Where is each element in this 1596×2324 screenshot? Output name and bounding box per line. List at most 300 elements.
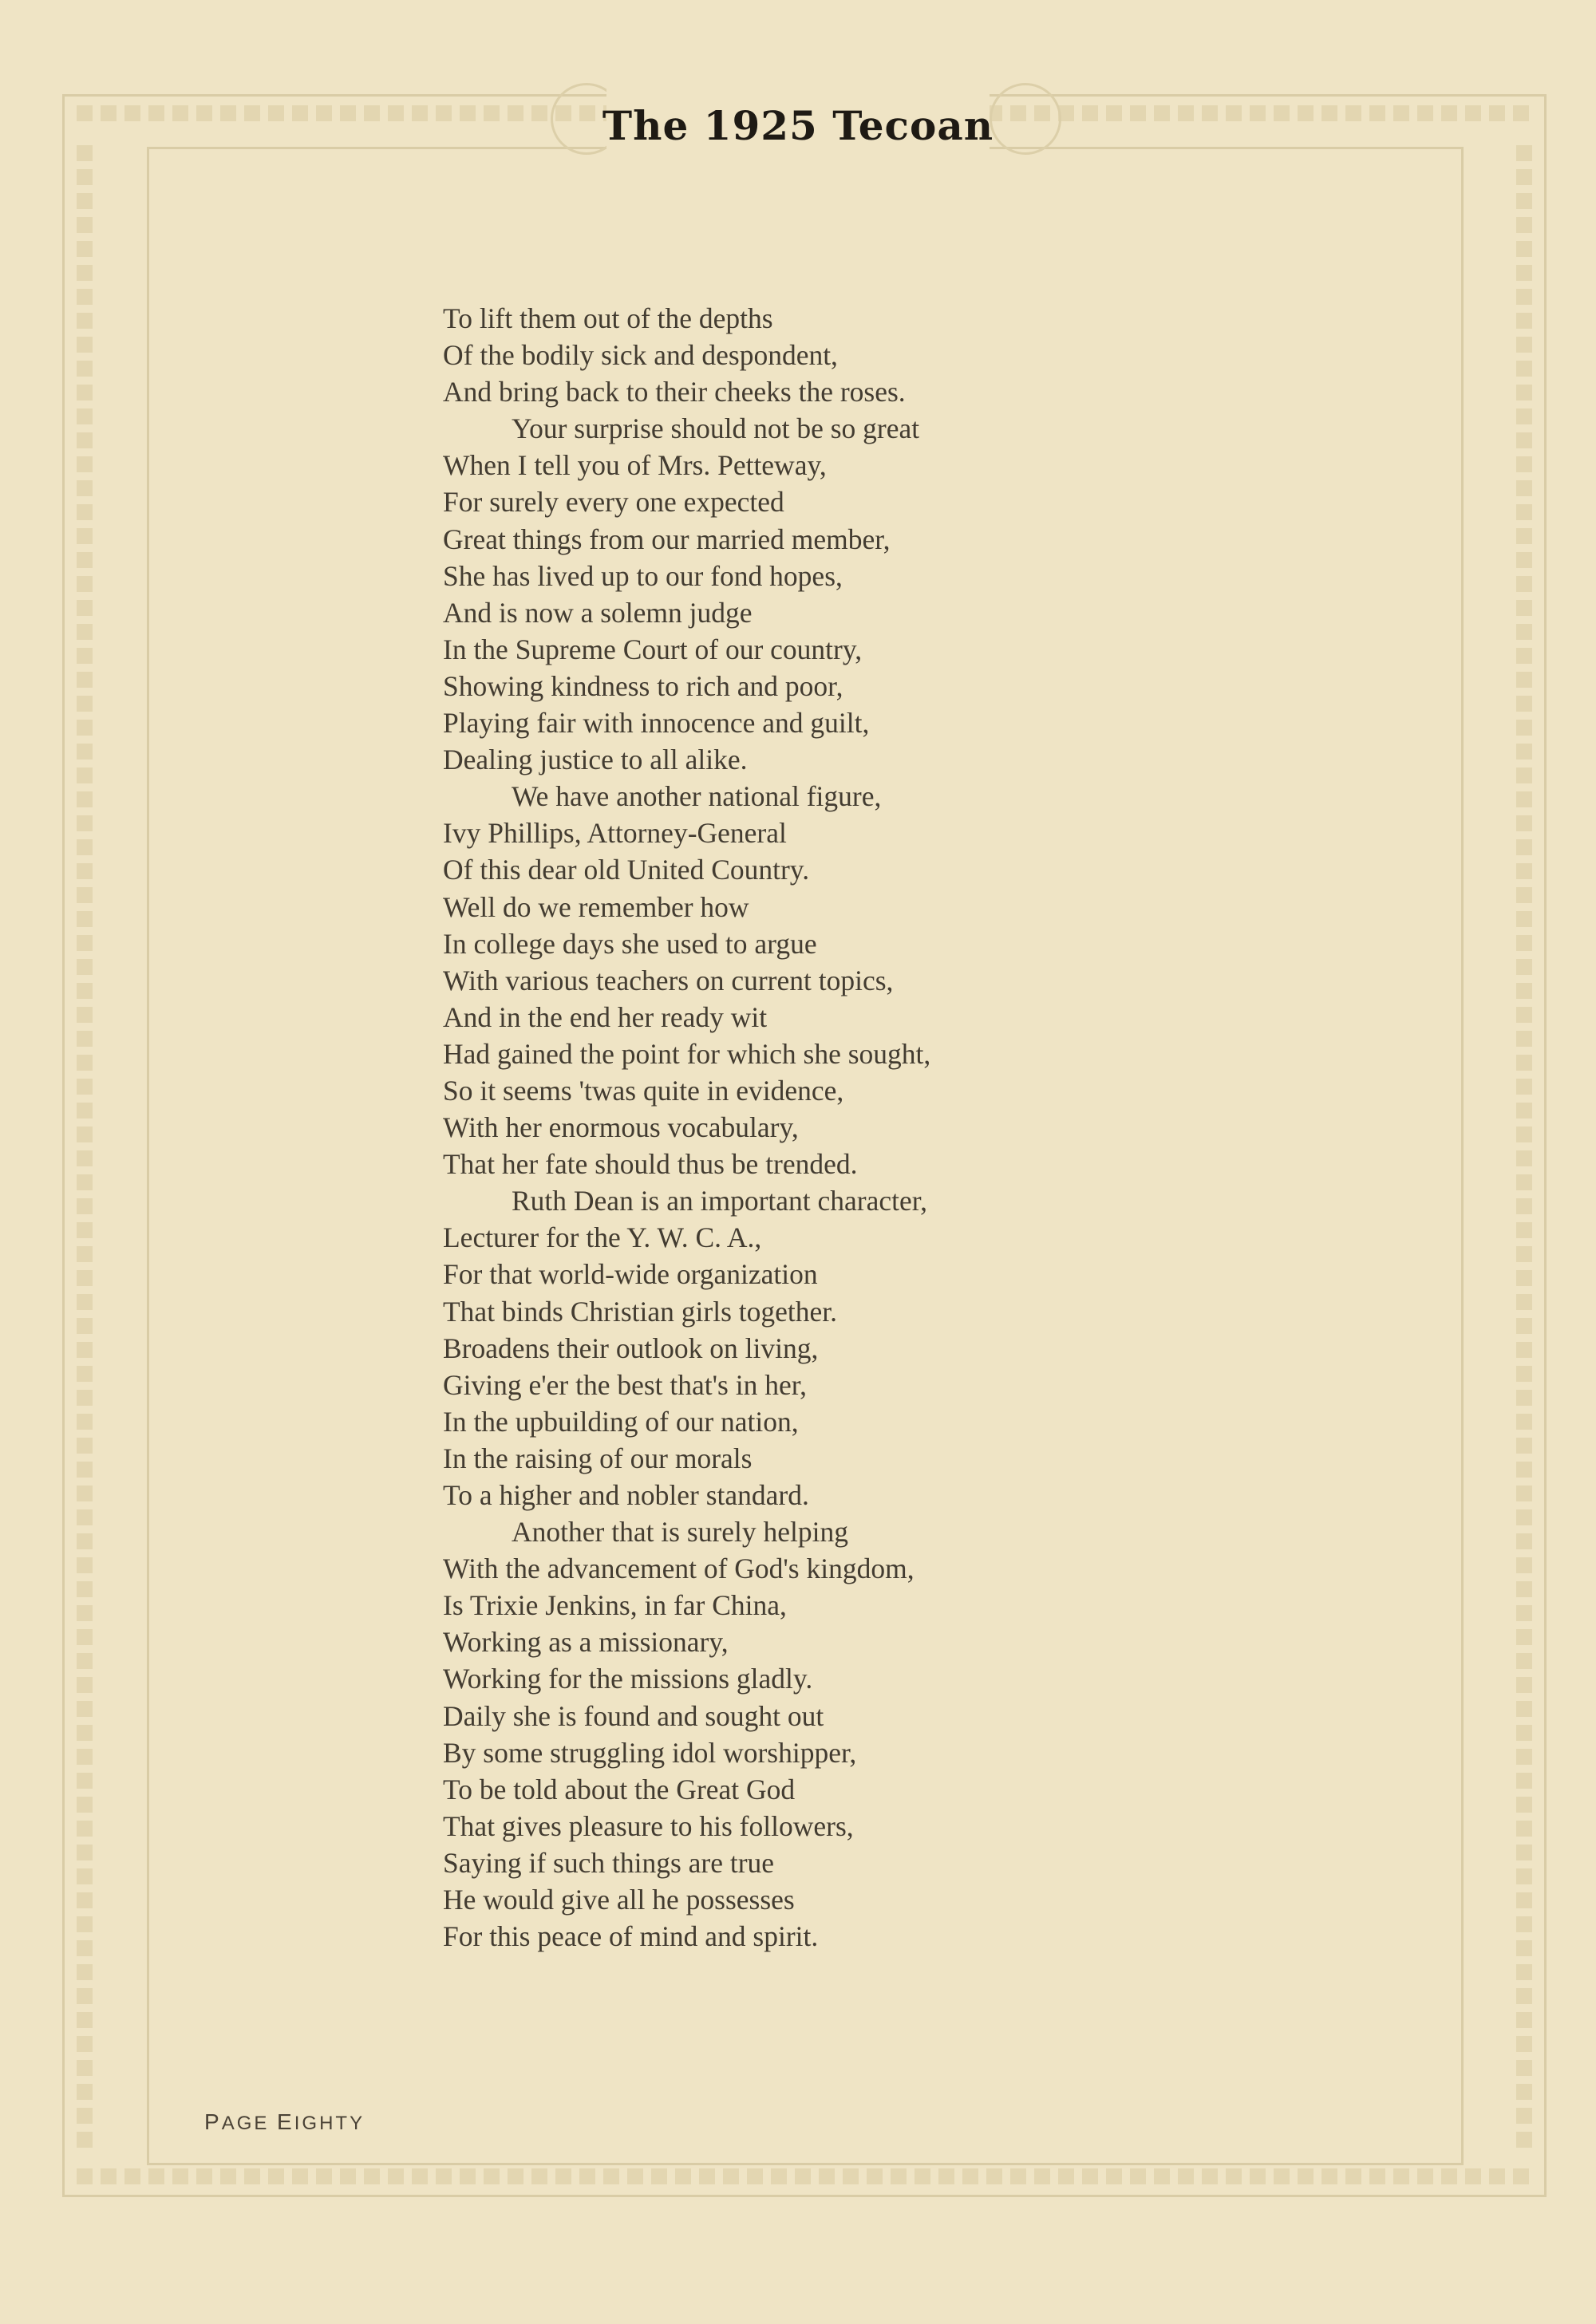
poem-line: In college days she used to argue	[443, 927, 817, 960]
border-square	[77, 1677, 93, 1693]
border-square	[77, 2060, 93, 2076]
border-square	[77, 480, 93, 496]
poem-line: He would give all he possesses	[443, 1884, 795, 1916]
border-square	[675, 2168, 691, 2184]
border-square	[77, 217, 93, 233]
border-square	[77, 1940, 93, 1956]
border-square	[77, 241, 93, 257]
border-square	[77, 911, 93, 927]
border-square	[1516, 887, 1532, 903]
border-square	[1516, 1940, 1532, 1956]
border-square	[77, 1414, 93, 1430]
poem-line: By some struggling idol worshipper,	[443, 1736, 857, 1769]
border-square	[77, 1749, 93, 1765]
border-square	[412, 105, 428, 121]
poem-line: With the advancement of God's kingdom,	[443, 1553, 915, 1585]
border-square	[1516, 1366, 1532, 1382]
border-square	[77, 935, 93, 951]
border-square	[77, 1366, 93, 1382]
border-square	[699, 2168, 715, 2184]
border-square	[77, 313, 93, 329]
poem-line: And bring back to their cheeks the roses.	[443, 376, 906, 408]
border-square	[77, 1462, 93, 1478]
border-square	[1516, 217, 1532, 233]
poem-line: To be told about the Great God	[443, 1773, 796, 1805]
border-square	[77, 1557, 93, 1573]
border-square	[1516, 1581, 1532, 1597]
poem-line: Daily she is found and sought out	[443, 1699, 824, 1732]
border-square	[77, 1533, 93, 1549]
border-square	[101, 2168, 117, 2184]
border-square	[962, 2168, 978, 2184]
border-square	[1516, 1773, 1532, 1789]
border-square	[1516, 145, 1532, 161]
border-square	[1516, 863, 1532, 879]
poem-line: For surely every one expected	[443, 486, 784, 519]
poem-line: To lift them out of the depths	[443, 302, 773, 334]
border-square	[1516, 672, 1532, 688]
poem-line: That binds Christian girls together.	[443, 1295, 837, 1328]
border-square	[77, 552, 93, 568]
border-square	[436, 105, 452, 121]
border-square	[1465, 105, 1481, 121]
border-square	[77, 576, 93, 592]
border-square	[1106, 2168, 1122, 2184]
border-square	[124, 2168, 140, 2184]
border-square	[77, 105, 93, 121]
border-square	[1516, 648, 1532, 664]
border-square	[1441, 105, 1457, 121]
border-square	[460, 2168, 476, 2184]
border-square	[77, 432, 93, 448]
border-square	[77, 791, 93, 807]
border-square	[891, 2168, 907, 2184]
border-square	[1058, 2168, 1074, 2184]
border-square	[77, 1629, 93, 1645]
border-square	[1516, 289, 1532, 305]
border-square	[77, 2012, 93, 2028]
border-square	[77, 959, 93, 975]
border-square	[1516, 1892, 1532, 1908]
border-square	[77, 2168, 93, 2184]
border-square	[1298, 105, 1314, 121]
border-square	[1154, 105, 1170, 121]
border-square	[1516, 959, 1532, 975]
border-square	[1516, 1916, 1532, 1932]
border-square	[1516, 408, 1532, 424]
poem-line: We have another national figure,	[512, 780, 882, 813]
border-square	[77, 1294, 93, 1310]
poem-line: That her fate should thus be trended.	[443, 1148, 858, 1181]
border-square	[77, 1318, 93, 1334]
border-square	[1516, 839, 1532, 855]
border-square	[77, 361, 93, 377]
border-square	[1465, 2168, 1481, 2184]
border-square	[77, 1581, 93, 1597]
border-square	[1516, 1246, 1532, 1262]
border-square	[77, 1486, 93, 1501]
border-square	[1516, 1031, 1532, 1047]
border-square	[986, 2168, 1002, 2184]
border-square	[412, 2168, 428, 2184]
border-square	[1516, 2108, 1532, 2124]
border-square	[1516, 1509, 1532, 1525]
poem-line: Well do we remember how	[443, 890, 749, 923]
border-square	[1516, 576, 1532, 592]
border-square	[77, 624, 93, 640]
border-square	[77, 1055, 93, 1071]
border-square	[1274, 105, 1290, 121]
poem-line: Saying if such things are true	[443, 1846, 775, 1879]
border-square	[1321, 2168, 1337, 2184]
border-square	[1516, 1079, 1532, 1095]
border-square	[1516, 1414, 1532, 1430]
border-square	[77, 193, 93, 209]
border-square	[1516, 1988, 1532, 2004]
border-square	[77, 1174, 93, 1190]
border-square	[77, 1845, 93, 1860]
border-square	[77, 528, 93, 544]
border-square	[723, 2168, 739, 2184]
border-square	[1106, 105, 1122, 121]
border-square	[1516, 1533, 1532, 1549]
poem-line: That gives pleasure to his followers,	[443, 1809, 854, 1842]
border-square	[1250, 2168, 1266, 2184]
border-square	[1393, 105, 1409, 121]
border-square	[77, 1222, 93, 1238]
border-square	[148, 105, 164, 121]
border-square	[1516, 1390, 1532, 1406]
border-square	[1516, 432, 1532, 448]
border-square	[172, 105, 188, 121]
border-square	[1321, 105, 1337, 121]
border-square	[77, 2084, 93, 2100]
border-square	[77, 744, 93, 760]
border-square	[1516, 1677, 1532, 1693]
border-square	[77, 1725, 93, 1741]
poem-line: In the Supreme Court of our country,	[443, 633, 863, 665]
border-square	[1516, 1605, 1532, 1621]
border-square	[1417, 2168, 1433, 2184]
poem-line: Ruth Dean is an important character,	[512, 1185, 928, 1217]
border-square	[1516, 241, 1532, 257]
border-square	[771, 2168, 787, 2184]
border-square	[172, 2168, 188, 2184]
border-square	[1516, 1557, 1532, 1573]
left-border-pattern	[77, 145, 93, 2156]
border-square	[77, 1821, 93, 1837]
border-square	[364, 2168, 380, 2184]
border-square	[1516, 1174, 1532, 1190]
border-square	[77, 720, 93, 736]
border-square	[77, 1270, 93, 1286]
border-square	[1516, 935, 1532, 951]
border-square	[1516, 2132, 1532, 2148]
border-square	[1130, 105, 1146, 121]
border-square	[1516, 1749, 1532, 1765]
border-square	[1345, 2168, 1361, 2184]
border-square	[484, 2168, 500, 2184]
poem-line: Working for the missions gladly.	[443, 1663, 813, 1695]
border-square	[1516, 385, 1532, 400]
poem-line: And in the end her ready wit	[443, 1000, 768, 1033]
poem-line: Of this dear old United Country.	[443, 854, 810, 886]
border-square	[819, 2168, 835, 2184]
border-square	[77, 504, 93, 520]
border-square	[1516, 767, 1532, 783]
border-square	[1516, 1868, 1532, 1884]
border-square	[1516, 1797, 1532, 1813]
poem-line: Had gained the point for which she sought,	[443, 1037, 931, 1070]
border-square	[77, 456, 93, 472]
border-square	[1516, 1103, 1532, 1119]
border-square	[148, 2168, 164, 2184]
border-square	[1516, 1270, 1532, 1286]
poem-line: And is now a solemn judge	[443, 596, 753, 629]
border-square	[1178, 2168, 1194, 2184]
border-square	[77, 1438, 93, 1454]
poem-line: Giving e'er the best that's in her,	[443, 1368, 807, 1401]
border-square	[1516, 1486, 1532, 1501]
border-square	[77, 815, 93, 831]
border-square	[77, 1509, 93, 1525]
border-square	[1516, 2036, 1532, 2052]
border-square	[1369, 105, 1385, 121]
poem-line: For that world-wide organization	[443, 1258, 818, 1291]
border-square	[124, 105, 140, 121]
border-square	[1516, 911, 1532, 927]
border-square	[77, 1988, 93, 2004]
border-square	[77, 1079, 93, 1095]
border-square	[1516, 2012, 1532, 2028]
right-border-pattern	[1516, 145, 1532, 2156]
border-square	[220, 105, 236, 121]
page-title: The 1925 Tecoan	[602, 102, 994, 149]
border-square	[340, 105, 356, 121]
border-square	[268, 2168, 284, 2184]
border-square	[1441, 2168, 1457, 2184]
poem-line: Playing fair with innocence and guilt,	[443, 707, 870, 740]
border-square	[196, 2168, 212, 2184]
border-square	[531, 2168, 547, 2184]
border-square	[436, 2168, 452, 2184]
border-square	[1516, 1821, 1532, 1837]
border-square	[1082, 105, 1098, 121]
border-square	[1516, 983, 1532, 999]
border-square	[460, 105, 476, 121]
border-square	[364, 105, 380, 121]
border-square	[77, 2132, 93, 2148]
poem-line: With various teachers on current topics,	[443, 964, 894, 996]
border-square	[1516, 504, 1532, 520]
border-square	[77, 385, 93, 400]
border-square	[77, 767, 93, 783]
border-square	[77, 1701, 93, 1717]
border-square	[1516, 1462, 1532, 1478]
border-square	[1516, 1701, 1532, 1717]
border-square	[555, 2168, 571, 2184]
border-square	[316, 2168, 332, 2184]
border-square	[1516, 600, 1532, 616]
border-square	[1202, 105, 1218, 121]
border-square	[388, 2168, 404, 2184]
border-square	[1513, 105, 1529, 121]
border-square	[1226, 105, 1242, 121]
border-square	[77, 1605, 93, 1621]
border-square	[77, 600, 93, 616]
poem-line: To a higher and nobler standard.	[443, 1479, 809, 1511]
border-square	[1516, 815, 1532, 831]
border-square	[1516, 1055, 1532, 1071]
border-square	[196, 105, 212, 121]
border-square	[77, 2108, 93, 2124]
border-square	[77, 839, 93, 855]
border-square	[1393, 2168, 1409, 2184]
border-square	[1516, 1725, 1532, 1741]
border-square	[77, 337, 93, 353]
border-square	[101, 105, 117, 121]
border-square	[220, 2168, 236, 2184]
poem-line: She has lived up to our fond hopes,	[443, 559, 843, 592]
border-square	[77, 1390, 93, 1406]
border-square	[77, 1103, 93, 1119]
border-square	[579, 2168, 595, 2184]
border-square	[1516, 696, 1532, 712]
border-square	[1130, 2168, 1146, 2184]
border-square	[77, 408, 93, 424]
border-square	[77, 863, 93, 879]
border-square	[77, 2036, 93, 2052]
poem-line: Ivy Phillips, Attorney-General	[443, 817, 787, 850]
poem-line: Dealing justice to all alike.	[443, 744, 748, 776]
border-square	[77, 1198, 93, 1214]
border-square	[1516, 1126, 1532, 1142]
border-square	[1202, 2168, 1218, 2184]
border-square	[340, 2168, 356, 2184]
border-square	[77, 983, 93, 999]
border-square	[1516, 1198, 1532, 1214]
border-square	[1516, 480, 1532, 496]
border-square	[1516, 1629, 1532, 1645]
border-square	[268, 105, 284, 121]
border-square	[603, 2168, 619, 2184]
border-square	[1489, 105, 1505, 121]
border-square	[77, 1797, 93, 1813]
border-square	[1178, 105, 1194, 121]
border-square	[77, 1246, 93, 1262]
border-square	[1010, 2168, 1026, 2184]
border-square	[77, 1773, 93, 1789]
border-square	[1516, 744, 1532, 760]
poem-line: For this peace of mind and spirit.	[443, 1920, 819, 1953]
poem-line: Lecturer for the Y. W. C. A.,	[443, 1221, 762, 1254]
border-square	[795, 2168, 811, 2184]
border-square	[1345, 105, 1361, 121]
border-square	[77, 1892, 93, 1908]
border-square	[316, 105, 332, 121]
border-square	[77, 1342, 93, 1358]
border-square	[1516, 552, 1532, 568]
border-square	[1516, 265, 1532, 281]
border-square	[1516, 337, 1532, 353]
border-square	[77, 265, 93, 281]
border-square	[77, 169, 93, 185]
border-square	[1516, 193, 1532, 209]
poem-line: Is Trixie Jenkins, in far China,	[443, 1589, 787, 1622]
border-square	[77, 696, 93, 712]
border-square	[1154, 2168, 1170, 2184]
border-square	[1516, 791, 1532, 807]
border-square	[1516, 2060, 1532, 2076]
border-square	[1082, 2168, 1098, 2184]
border-square	[1034, 2168, 1050, 2184]
poem-line: Your surprise should not be so great	[512, 412, 920, 445]
border-square	[77, 1868, 93, 1884]
border-square	[77, 1964, 93, 1980]
border-square	[1516, 1964, 1532, 1980]
border-square	[1516, 313, 1532, 329]
border-square	[77, 648, 93, 664]
poem-text	[443, 300, 1480, 1955]
border-square	[388, 105, 404, 121]
border-square	[1516, 361, 1532, 377]
border-square	[77, 1916, 93, 1932]
poem-line: When I tell you of Mrs. Petteway,	[443, 449, 827, 482]
border-square	[1516, 624, 1532, 640]
poem-line: In the upbuilding of our nation,	[443, 1405, 799, 1438]
border-square	[1516, 1845, 1532, 1860]
border-square	[1516, 169, 1532, 185]
border-square	[651, 2168, 667, 2184]
border-square	[508, 2168, 523, 2184]
border-square	[1516, 1342, 1532, 1358]
border-square	[77, 1031, 93, 1047]
border-square	[1226, 2168, 1242, 2184]
border-square	[508, 105, 523, 121]
border-square	[627, 2168, 643, 2184]
border-square	[1298, 2168, 1314, 2184]
border-square	[77, 289, 93, 305]
border-square	[77, 1653, 93, 1669]
border-square	[1516, 1150, 1532, 1166]
border-square	[77, 887, 93, 903]
border-square	[1489, 2168, 1505, 2184]
border-square	[1516, 1318, 1532, 1334]
border-square	[77, 145, 93, 161]
border-square	[747, 2168, 763, 2184]
border-square	[1516, 1222, 1532, 1238]
border-square	[1516, 720, 1532, 736]
border-square	[915, 2168, 930, 2184]
border-square	[1516, 2084, 1532, 2100]
border-square	[531, 105, 547, 121]
border-square	[1274, 2168, 1290, 2184]
border-square	[1513, 2168, 1529, 2184]
border-square	[244, 105, 260, 121]
border-square	[77, 1150, 93, 1166]
border-square	[77, 1126, 93, 1142]
poem-line: Showing kindness to rich and poor,	[443, 669, 843, 702]
poem-line: With her enormous vocabulary,	[443, 1111, 799, 1144]
poem-line: Broadens their outlook on living,	[443, 1332, 819, 1364]
border-square	[484, 105, 500, 121]
poem-line: Of the bodily sick and despondent,	[443, 339, 838, 372]
poem-line: Great things from our married member,	[443, 523, 891, 555]
border-square	[867, 2168, 883, 2184]
border-square	[292, 2168, 308, 2184]
border-square	[1250, 105, 1266, 121]
border-square	[938, 2168, 954, 2184]
